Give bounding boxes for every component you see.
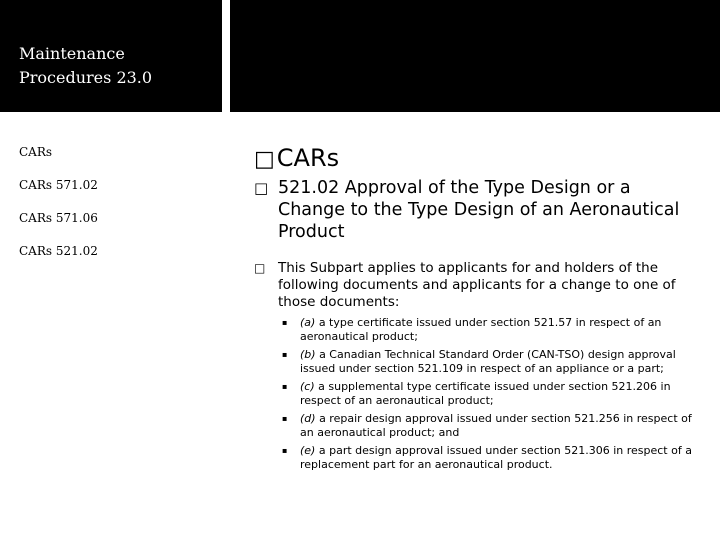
nav-item-cars-521-02[interactable]: CARs 521.02 <box>19 244 98 258</box>
box-bullet-icon: □ <box>254 261 266 275</box>
list-item <box>282 444 702 472</box>
item-body: a part design approval issued under section 521.306 in respect of a replacement part for an aeronautical product. <box>300 444 692 471</box>
applicability-paragraph <box>254 260 694 311</box>
item-letter: (b) <box>300 348 316 361</box>
list-item <box>282 380 702 408</box>
box-bullet-icon: □ <box>254 147 275 172</box>
right-header-panel <box>230 0 720 112</box>
list-item <box>282 412 702 440</box>
slide-title-text: CARs <box>276 144 340 172</box>
item-body: a Canadian Technical Standard Order (CAN-TSO) design approval issued under section 521.109 in respect of an appliance or a part; <box>300 348 676 375</box>
regulation-heading <box>254 177 694 243</box>
square-bullet-icon: ▪ <box>282 350 288 359</box>
item-letter: (c) <box>300 380 315 393</box>
box-bullet-icon: □ <box>254 179 269 197</box>
section-title: Maintenance Procedures 23.0 <box>19 44 153 87</box>
list-item-text <box>300 348 702 376</box>
list-item-text <box>300 444 702 472</box>
square-bullet-icon: ▪ <box>282 414 288 423</box>
item-body: a repair design approval issued under section 521.256 in respect of an aeronautical product; and <box>300 412 692 439</box>
list-item-text <box>300 380 702 408</box>
nav-item-cars[interactable]: CARs <box>19 145 53 159</box>
square-bullet-icon: ▪ <box>282 446 288 455</box>
item-body: a type certificate issued under section 521.57 in respect of an aeronautical product; <box>300 316 662 343</box>
item-letter: (a) <box>300 316 316 329</box>
applicability-paragraph-text: This Subpart applies to applicants for and holders of the following documents and applicants for a change to one of those documents: <box>278 260 676 310</box>
document-list <box>282 316 702 476</box>
square-bullet-icon: ▪ <box>282 382 288 391</box>
regulation-heading-text: 521.02 Approval of the Type Design or a Change to the Type Design of an Aeronautical Product <box>278 178 680 242</box>
list-item <box>282 348 702 376</box>
slide-title <box>254 143 339 175</box>
nav-item-cars-571-06[interactable]: CARs 571.06 <box>19 211 98 225</box>
list-item-text <box>300 316 702 344</box>
list-item-text <box>300 412 702 440</box>
item-body: a supplemental type certificate issued under section 521.206 in respect of an aeronautical product; <box>300 380 671 407</box>
item-letter: (d) <box>300 412 316 425</box>
item-letter: (e) <box>300 444 316 457</box>
nav-item-cars-571-02[interactable]: CARs 571.02 <box>19 178 98 192</box>
square-bullet-icon: ▪ <box>282 318 288 327</box>
side-nav <box>19 144 98 276</box>
list-item <box>282 316 702 344</box>
